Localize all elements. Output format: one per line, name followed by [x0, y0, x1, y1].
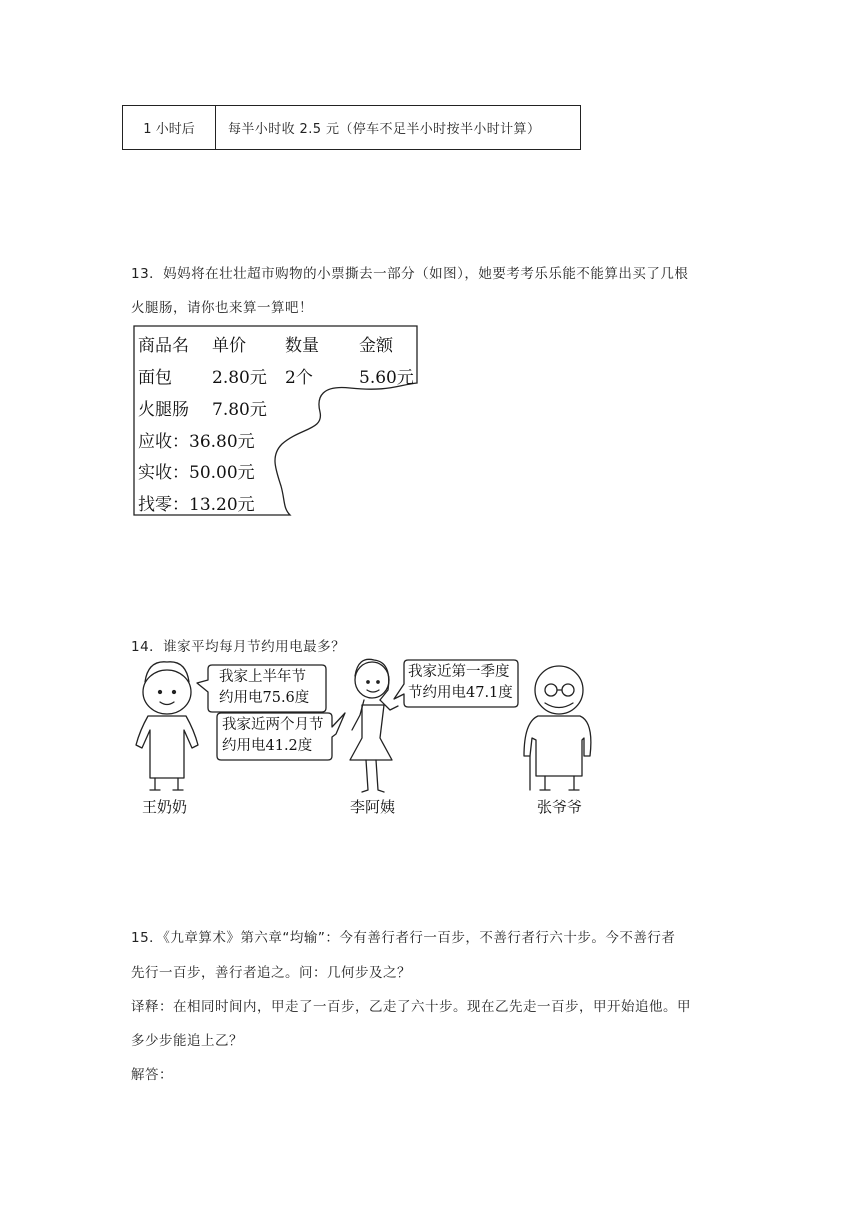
q15-line1: 15．《九章算术》第六章“均输”：今有善行者行一百步，不善行者行六十步。今不善行者: [131, 930, 676, 946]
receipt-bread-amount: 5.60元: [359, 368, 414, 388]
bubble-wang-text: [219, 667, 309, 709]
q15-line4: 多少步能追上乙？: [131, 1033, 243, 1049]
receipt-sausage-price: 7.80元: [212, 400, 267, 420]
name-zhang: 张爷爷: [537, 798, 583, 816]
name-wang: 王奶奶: [142, 798, 188, 816]
receipt-header-price: 单价: [212, 336, 246, 356]
fee-row-value: 每半小时收 2.5 元（停车不足半小时按半小时计算）: [228, 122, 541, 137]
receipt-bread-name: 面包: [138, 368, 172, 388]
q13-line1: 13．妈妈将在壮壮超市购物的小票撕去一部分（如图），她要考考乐乐能不能算出买了几根: [131, 266, 689, 282]
auntie-li-icon: [350, 659, 398, 792]
q15-line3: 译释：在相同时间内，甲走了一百步，乙走了六十步。现在乙先走一百步，甲开始追他。甲: [131, 999, 691, 1015]
receipt-bread-qty: 2个: [285, 368, 313, 388]
bubble-wang-line1: 我家上半年节: [219, 669, 306, 685]
receipt-header-qty: 数量: [285, 336, 319, 356]
grandma-wang-icon: [136, 662, 198, 790]
bubble-li-line2: 约用电41.2度: [222, 738, 313, 754]
q14-title: 14．谁家平均每月节约用电最多？: [131, 639, 346, 655]
grandpa-zhang-icon: [524, 666, 591, 790]
receipt-change: 找零：13.20元: [138, 495, 255, 515]
receipt-bread-price: 2.80元: [212, 368, 267, 388]
bubble-wang-line2: 约用电75.6度: [219, 690, 310, 706]
receipt-sausage-name: 火腿肠: [138, 400, 189, 420]
name-li: 李阿姨: [350, 798, 396, 816]
fee-row-label: 1 小时后: [123, 106, 216, 149]
bubble-zhang-line2: 节约用电47.1度: [408, 685, 513, 701]
q15-answer-label: 解答：: [131, 1067, 173, 1083]
q13-line2: 火腿肠，请你也来算一算吧！: [131, 300, 313, 316]
receipt-header-amount: 金额: [359, 336, 393, 356]
receipt-paid: 实收：50.00元: [138, 463, 255, 483]
bubble-li-text: [222, 715, 324, 757]
bubble-zhang-line1: 我家近第一季度: [408, 664, 510, 680]
bubble-zhang-text: [408, 662, 513, 704]
receipt-due: 应收：36.80元: [138, 432, 255, 452]
receipt-header-name: 商品名: [138, 336, 189, 356]
bubble-li-line1: 我家近两个月节: [222, 717, 324, 733]
q15-line2: 先行一百步，善行者追之。问：几何步及之？: [131, 965, 411, 981]
